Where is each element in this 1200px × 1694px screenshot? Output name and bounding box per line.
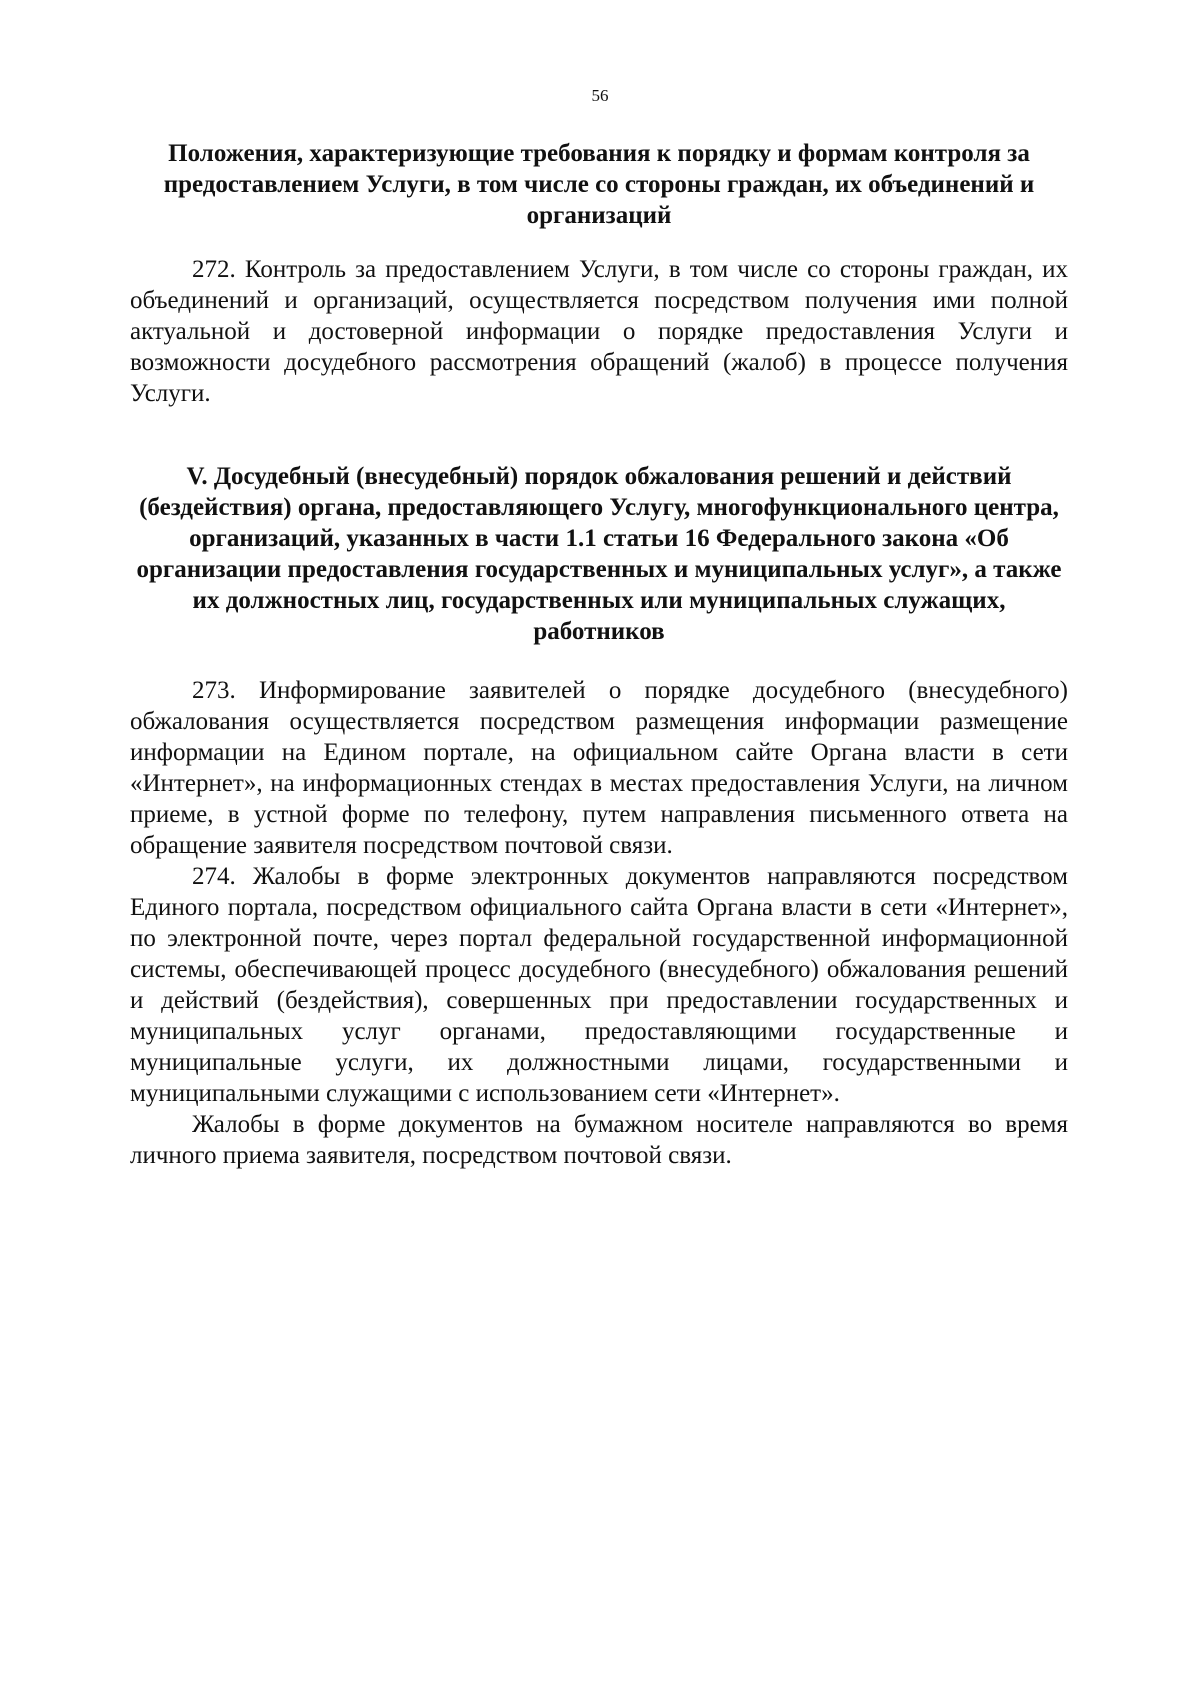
- paragraph-274: 274. Жалобы в форме электронных документов направляются посредством Единого портала, посредством официального сайта Органа власти в сети «Интернет», по электронной почте, через портал федеральной государственной информационной системы, обеспечивающей процесс досудебного (внесудебного) обжалования решений и действий (бездействия), совершенных при предоставлении государственных и муниципальных услуг органами, предоставляющими государственные и муниципальные услуги, их должностными лицами, государственными и муниципальными служащими с использованием сети «Интернет».: [130, 863, 1068, 1107]
- paragraph-272: 272. Контроль за предоставлением Услуги, в том числе со стороны граждан, их объединений и организаций, осуществляется посредством получения ими полной актуальной и достоверной информации о порядке предоставления Услуги и возможности досудебного рассмотрения обращений (жалоб) в процессе получения Услуги.: [130, 256, 1068, 407]
- section-body-appeal: [130, 675, 1068, 1171]
- section-heading-appeal: V. Досудебный (внесудебный) порядок обжалования решений и действий (бездействия) органа, предоставляющего Услугу, многофункционального центра, организаций, указанных в части 1.1 статьи 16 Федерального закона «Об организации предоставления государственных и муниципальных услуг», а также их должностных лиц, государственных или муниципальных служащих, работников: [136, 463, 1062, 645]
- section-body-control: [130, 254, 1068, 409]
- paragraph-paper-complaints: Жалобы в форме документов на бумажном носителе направляются во время личного приема заявителя, посредством почтовой связи.: [130, 1111, 1068, 1169]
- page-number: 56: [591, 86, 609, 105]
- paragraph-273: 273. Информирование заявителей о порядке досудебного (внесудебного) обжалования осуществляется посредством размещения информации размещение информации на Едином портале, на официальном сайте Органа власти в сети «Интернет», на информационных стендах в местах предоставления Услуги, на личном приеме, в устной форме по телефону, путем направления письменного ответа на обращение заявителя посредством почтовой связи.: [130, 677, 1068, 859]
- section-heading-control: Положения, характеризующие требования к порядку и формам контроля за предоставлением Услуги, в том числе со стороны граждан, их объединений и организаций: [163, 140, 1035, 229]
